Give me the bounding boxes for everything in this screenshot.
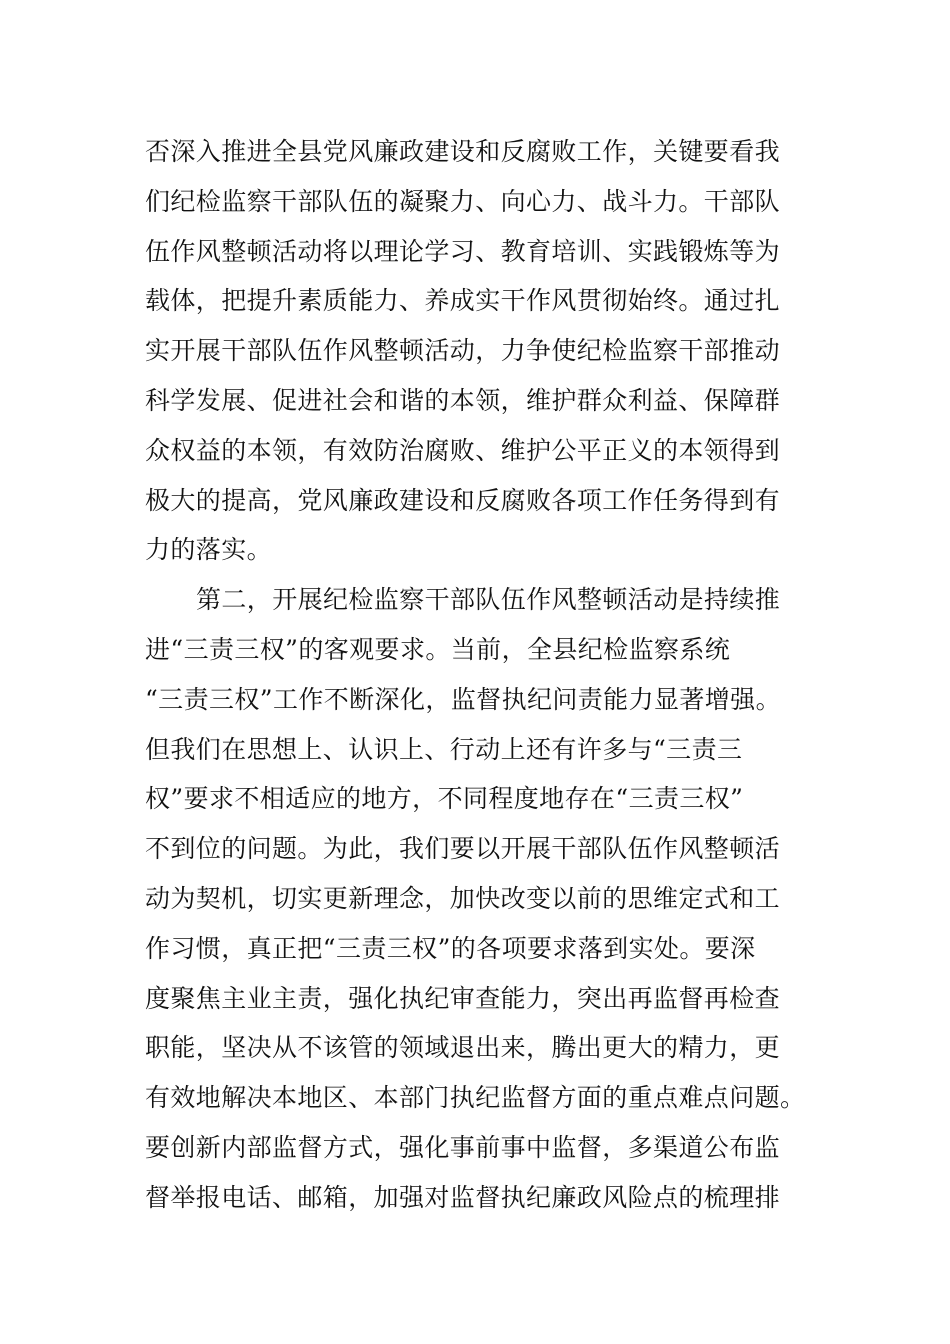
text-line: 有效地解决本地区、本部门执纪监督方面的重点难点问题。 — [145, 1083, 806, 1113]
text-line: 进“三责三权”的客观要求。当前，全县纪检监察系统 — [145, 634, 731, 664]
paragraph-2 — [145, 575, 825, 1222]
text-line: 但我们在思想上、认识上、行动上还有许多与“三责三 — [145, 734, 743, 764]
text-line: 伍作风整顿活动将以理论学习、教育培训、实践锻炼等为 — [145, 236, 781, 266]
text-line: 众权益的本领，有效防治腐败、维护公平正义的本领得到 — [145, 435, 781, 465]
text-line: 极大的提高，党风廉政建设和反腐败各项工作任务得到有 — [145, 485, 781, 515]
text-line: 实开展干部队伍作风整顿活动，力争使纪检监察干部推动 — [145, 336, 781, 366]
text-line: 督举报电话、邮箱，加强对监督执纪廉政风险点的梳理排 — [145, 1182, 781, 1212]
text-line: 作习惯，真正把“三责三权”的各项要求落到实处。要深 — [145, 933, 756, 963]
text-line: 们纪检监察干部队伍的凝聚力、向心力、战斗力。干部队 — [145, 186, 781, 216]
text-line: 否深入推进全县党风廉政建设和反腐败工作，关键要看我 — [145, 137, 781, 166]
text-line: 第二，开展纪检监察干部队伍作风整顿活动是持续推 — [196, 585, 781, 615]
paragraph-1 — [145, 127, 825, 575]
text-line: 职能，坚决从不该管的领域退出来，腾出更大的精力，更 — [145, 1033, 781, 1063]
text-line: 科学发展、促进社会和谐的本领，维护群众利益、保障群 — [145, 385, 781, 415]
text-line: 度聚焦主业主责，强化执纪审查能力，突出再监督再检查 — [145, 983, 781, 1013]
text-line: 力的落实。 — [145, 535, 273, 565]
text-line: 要创新内部监督方式，强化事前事中监督，多渠道公布监 — [145, 1132, 781, 1162]
text-line: 动为契机，切实更新理念，加快改变以前的思维定式和工 — [145, 883, 781, 913]
text-line: 权”要求不相适应的地方，不同程度地存在“三责三权” — [145, 784, 744, 814]
document-body — [145, 127, 825, 1223]
text-line: 载体，把提升素质能力、养成实干作风贯彻始终。通过扎 — [145, 286, 781, 316]
text-line: 不到位的问题。为此，我们要以开展干部队伍作风整顿活 — [145, 834, 781, 864]
text-line: “三责三权”工作不断深化，监督执纪问责能力显著增强。 — [145, 684, 781, 714]
